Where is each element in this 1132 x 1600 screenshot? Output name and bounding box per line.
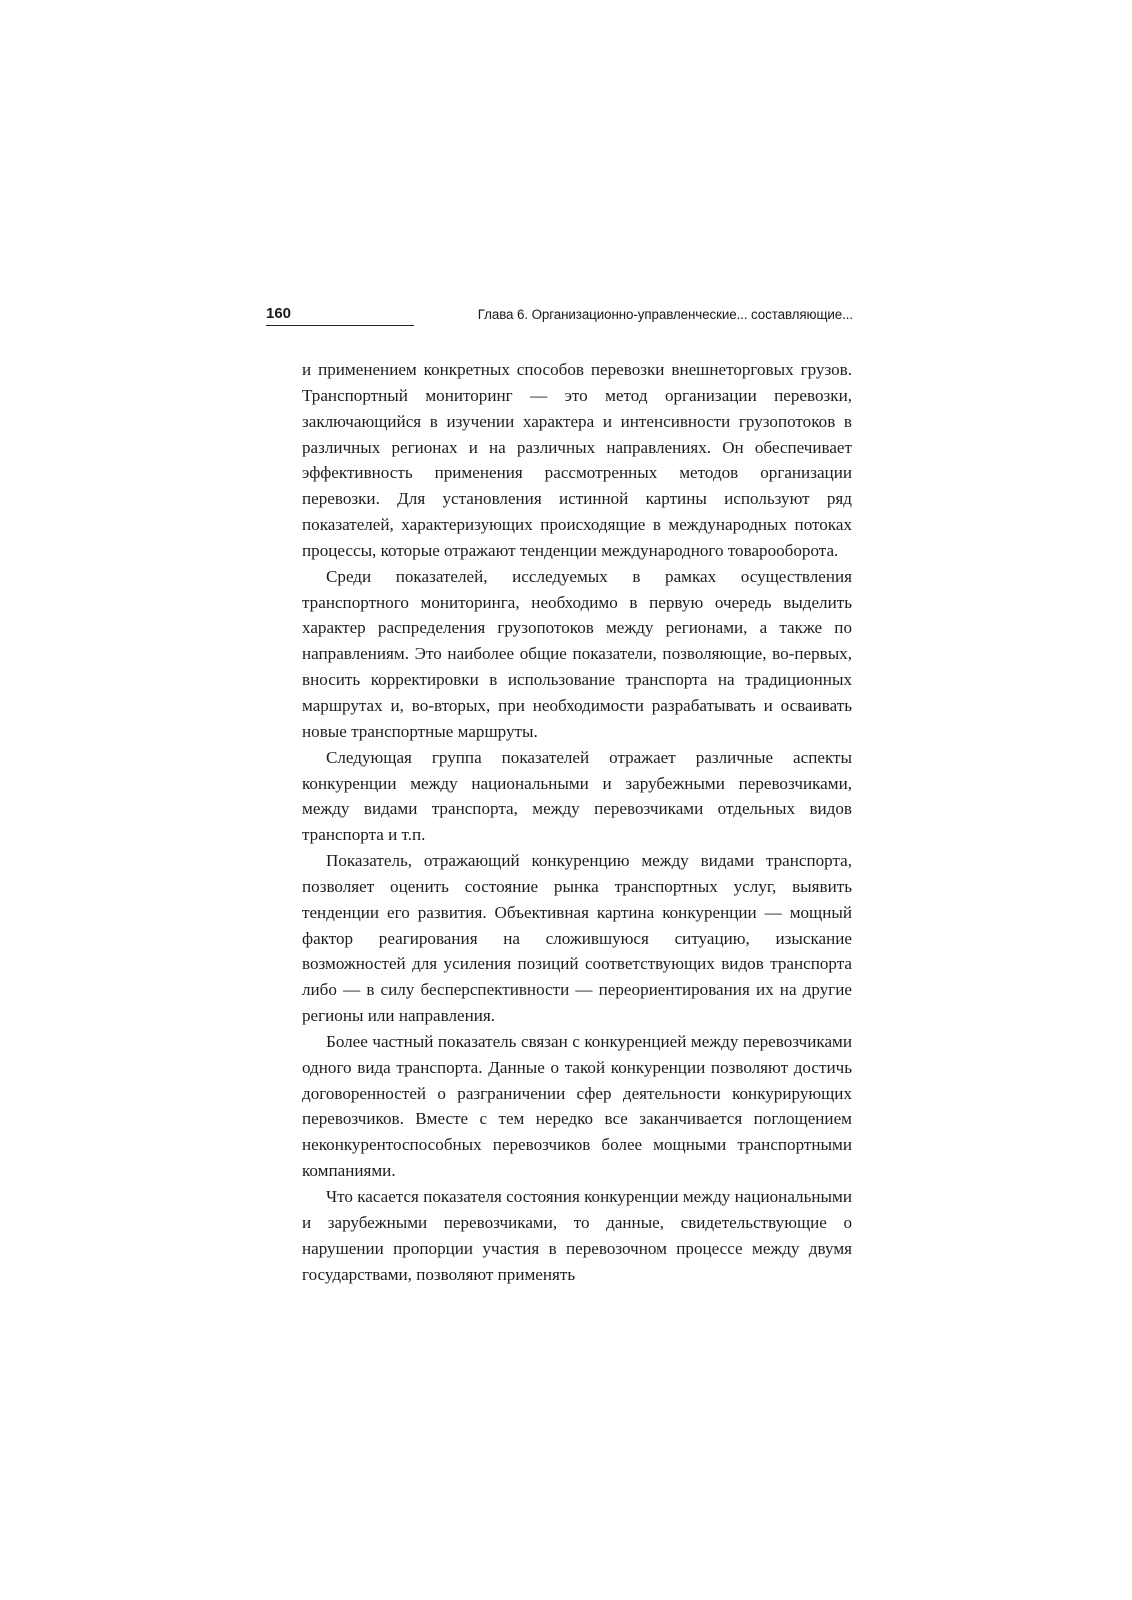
paragraph: Показатель, отражающий конкуренцию между видами транспорта, позволяет оценить состояние рынка транспортных услуг, выявить тенденции его развития. Объективная картина конкуренции — мощный фактор реагирования на сложившуюся ситуацию, изыскание возможностей для усиления позиций соответствующих видов транспорта либо — в силу бесперспективности — переориентирования их на другие регионы или направления. [302, 851, 852, 1026]
header-rule [266, 325, 414, 326]
paragraph: Среди показателей, исследуемых в рамках осуществления транспортного мониторинга, необходимо в первую очередь выделить характер распределения грузопотоков между регионами, а также по направлениям. Это наиболее общие показатели, позволяющие, во-первых, вносить корректировки в использование транспорта на традиционных маршрутах и, во-вторых, при необходимости разрабатывать и осваивать новые транспортные маршруты. [302, 566, 852, 741]
chapter-title: Глава 6. Организационно-управленческие... составляющие... [477, 307, 853, 322]
paragraph: Следующая группа показателей отражает различные аспекты конкуренции между национальными и зарубежными перевозчиками, между видами транспорта, между перевозчиками отдельных видов транспорта и т.п. [302, 747, 852, 845]
page-number: 160 [266, 305, 292, 322]
paragraph: Более частный показатель связан с конкуренцией между перевозчиками одного вида транспорта. Данные о такой конкуренции позволяют достичь договоренностей о разграничении сфер деятельности конкурирующих перевозчиков. Вместе с тем нередко все заканчивается поглощением неконкурентоспособных перевозчиков более мощными транспортными компаниями. [302, 1031, 852, 1181]
paragraph: Что касается показателя состояния конкуренции между национальными и зарубежными перевозчиками, то данные, свидетельствующие о нарушении пропорции участия в перевозочном процессе между двумя государствами, позволяют применять [302, 1187, 852, 1284]
paragraph: и применением конкретных способов перевозки внешнеторговых грузов. Транспортный мониторинг — это метод организации перевозки, заключающийся в изучении характера и интенсивности грузопотоков в различных регионах и на различных направлениях. Он обеспечивает эффективность применения рассмотренных методов организации перевозки. Для установления истинной картины используют ряд показателей, характеризующих происходящие в международных потоках процессы, которые отражают тенденции международного товарооборота. [302, 360, 852, 560]
running-head [266, 304, 853, 326]
body-text [302, 357, 852, 1287]
